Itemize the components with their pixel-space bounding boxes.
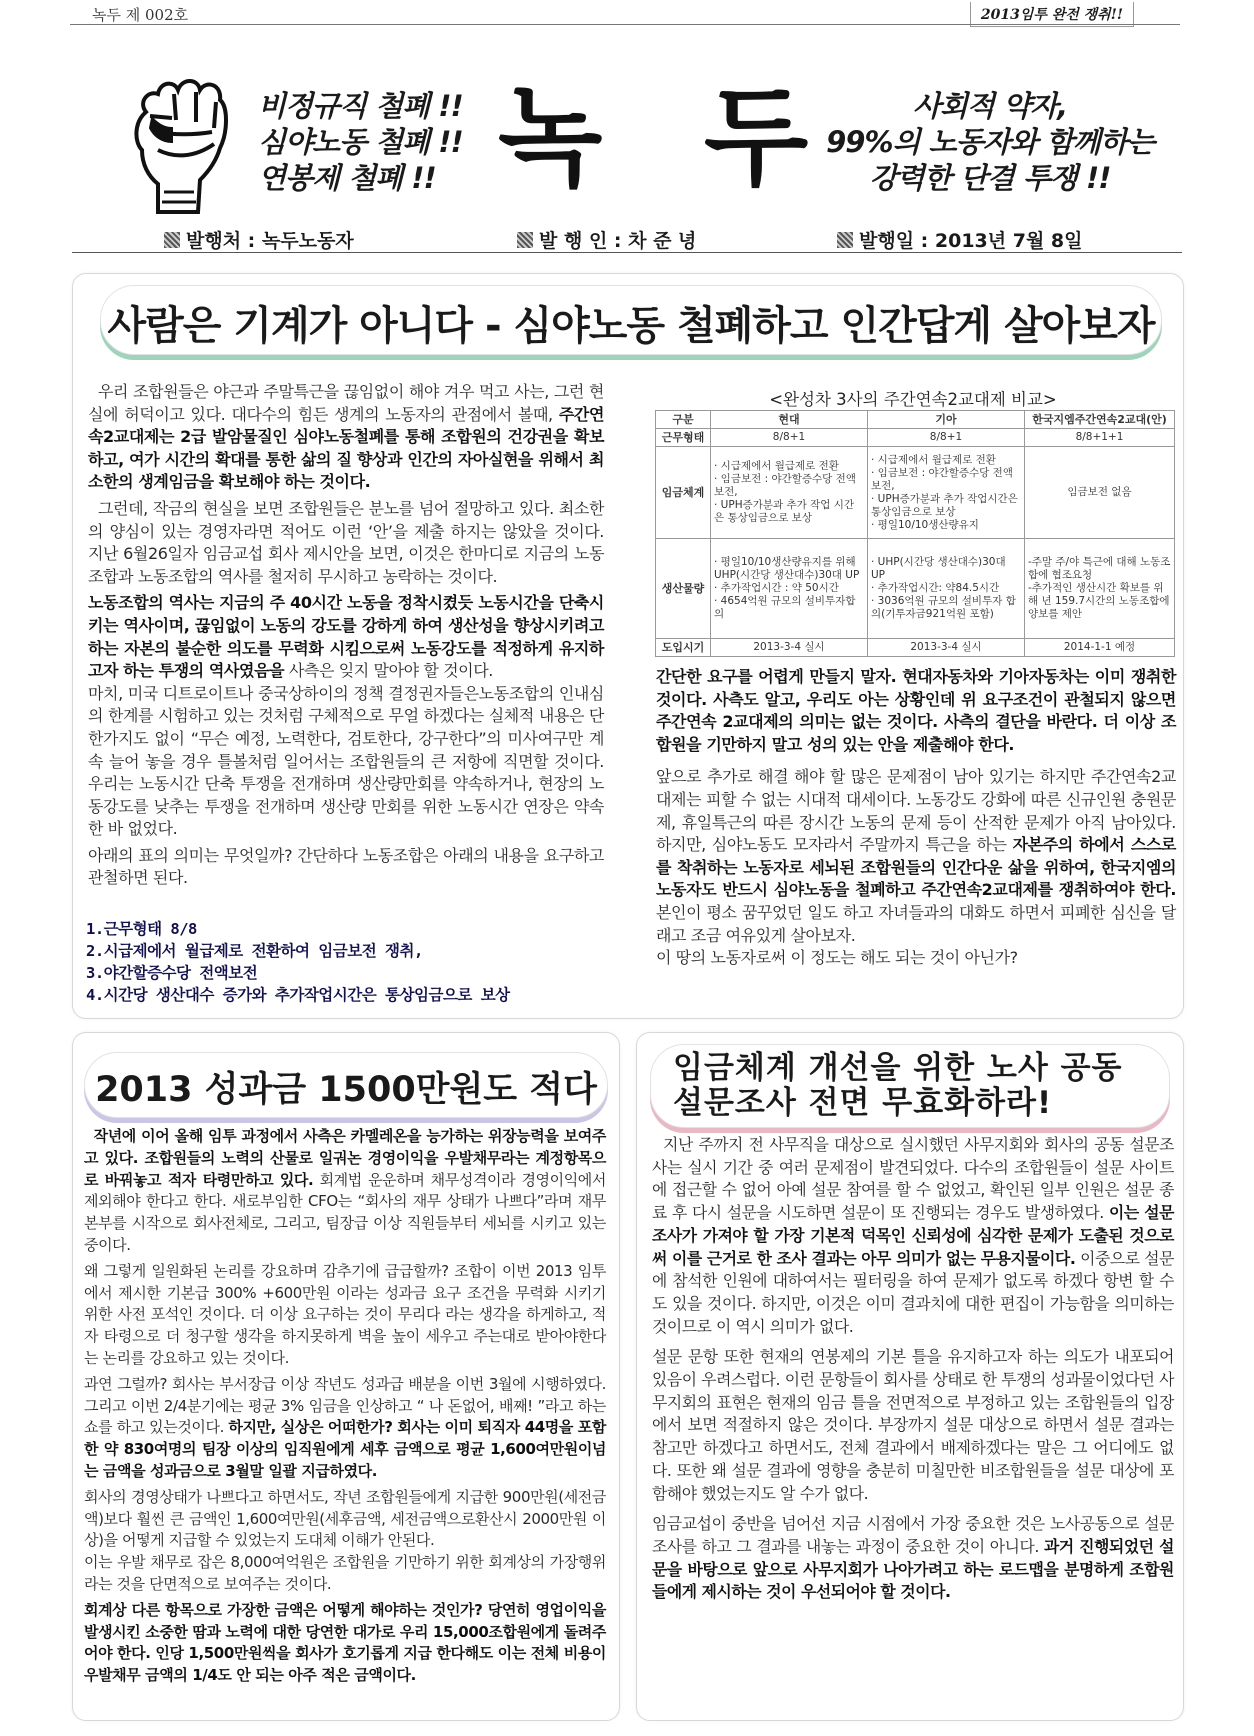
issuer-info [517,226,696,253]
cell-line: · 시급제에서 월급제로 전환 [714,460,839,472]
table-row [656,429,1175,447]
publisher-info [164,226,354,253]
text-run: 이는 우발 채무로 잡은 8,000여억원은 조합원을 기만하기 위한 회계상의 가장행위 라는 것을 단면적으로 보여주는 것이다. [84,1553,606,1593]
slogan-line: 사회적 약자, [912,89,1068,123]
issue-number: 녹두 제 002호 [92,6,189,24]
list-item: 1.근무형태 8/8 [86,920,197,938]
article-survey-body [652,1134,1174,1608]
headline-banner-survey [650,1044,1170,1128]
paragraph [652,1513,1174,1604]
table-cell [711,447,868,539]
table-row [656,447,1175,539]
publication-info-bar [72,226,1182,253]
row-label: 임금체계 [656,447,711,539]
cell-line: · 평일10/10생산량유지를 위해 UHP(시간당 생산대수)30대 UP [714,556,860,581]
slogan-line: 연봉제 철폐 !! [258,161,436,195]
table-cell: 2013-3-4 실시 [711,639,868,657]
table-header-row [656,411,1175,429]
text-run: 이중으로 설문에 참석한 인원에 대하여서는 필터링을 하여 문제가 없도록 하겠다 항변 할 수도 있을 것이다. 하지만, 이것은 이미 결과치에 대한 편집이 가능함을 의미하는 것이므로 이 역시 의미가 없다. [652,1248,1174,1336]
bullet-square-icon [164,232,180,248]
table-cell [711,539,868,639]
table-cell: 2013-3-4 실시 [868,639,1025,657]
table-cell [868,539,1025,639]
paragraph [652,1346,1174,1505]
headline-line: 설문조사 전면 무효화하라! [673,1085,1053,1121]
headline-banner-main [100,285,1162,355]
row-label: 근무형태 [656,429,711,447]
raised-fist-icon [128,72,234,214]
newspaper-title: 녹 두 [498,76,841,201]
headline-main: 사람은 기계가 아니다 - 심야노동 철폐하고 인간답게 살아보자 [107,303,1155,349]
paragraph [84,1126,606,1257]
paragraph [88,683,604,841]
article-main-right-column [656,666,1176,974]
date-info [837,226,1083,253]
cell-line: -추가적인 생산시간 확보를 위해 년 159.7시간의 노동조합에 양보를 제안 [1028,582,1170,620]
cell-line: · 평일10/10생산량유지 [871,518,979,531]
cell-line: · 4654억원 규모의 설비투자합의 [714,595,856,620]
campaign-slogan: 2013임투 완전 쟁취!! [970,2,1134,27]
cell-line: · 시급제에서 월급제로 전환 [871,453,996,466]
paragraph [656,666,1176,756]
text-run: 마치, 미국 디트로이트나 중국상하이의 정책 결정권자들은노동조합의 인내심의 한계를 시험하고 있는 것처럼 구체적으로 무얼 하겠다는 실체적 내용은 단 한가지도 없이 “무슨 예정, 노력한다, 검토한다, 강구한다”의 미사여구만 계속 늘어 놓을 경우 틀볼처럼 일어서는 조합원들의 큰 저항에 직면할 것이다. 우리는 노동시간 단축 투쟁을 전개하며 생산량만회를 약속하거나, 현장의 노동강도를 낮추는 투쟁을 전개하며 생산량 만회를 위한 노동시간 연장은 약속한 바 없었다. [88,683,604,839]
article-main-left-column [88,381,604,894]
text-run: 이 땅의 노동자로써 이 정도는 해도 되는 것이 아닌가? [656,948,1018,968]
table-row [656,639,1175,657]
issuer-text: 발 행 인 : 차 준 녕 [539,230,697,252]
bullet-square-icon [517,232,533,248]
bold-text-run: 작년에 이어 올해 임투 과정에서 사측은 카멜레온을 능가하는 위장능력을 보여주고 있다. 조합원들의 노력의 산물로 일궈논 경영이익을 우발채무라는 계정항목으로 바꿔놓고 적자 타령만하고 있다. [84,1127,606,1189]
table-cell [1025,539,1175,639]
headline-line: 임금체계 개선을 위한 노사 공동 [673,1050,1123,1086]
bullet-square-icon [837,232,853,248]
cell-line: · 추가작업시간 : 약 50시간 [714,582,839,594]
text-run: 앞으로 추가로 해결 해야 할 많은 문제점이 남아 있기는 하지만 주간연속2교대제는 피할 수 없는 시대적 대세이다. 노동강도 강화에 따른 신규인원 충원문제, 휴일특근의 따른 장시간 노동의 문제 등이 산적한 문제가 아직 남아있다. 하지만, 심야노동도 모자라서 주말까지 특근을 하는 [656,767,1176,855]
headline-bonus: 2013 성과금 1500만원도 적다 [95,1070,597,1110]
text-run: 왜 그렇게 일원화된 논리를 강요하며 감추기에 급급할까? 조합이 이번 2013 임투에서 제시한 기본급 300% +600만원 이라는 성과금 요구 조건을 무력화 시키기 위한 사전 포석인 것이다. 더 이상 요구하는 것이 무리다 라는 생각을 하게하고, 적자 타령으로 더 청구할 생각을 하지못하게 벽을 높이 세우고 주는대로 받아야한다는 논리를 강요하고 있는 것이다. [84,1261,606,1367]
cell-line: · UHP(시간당 생산대수)30대 UP [871,556,1006,581]
publisher-text: 발행처 : 녹두노동자 [186,230,354,252]
date-text: 발행일 : 2013년 7월 8일 [859,230,1083,252]
text-run: 회계법 운운하며 채무성격이라 경영이익에서 제외해야 한다고 한다. 새로부임한 CFO는 “회사의 재무 상태가 나쁘다”라며 재무본부를 시작으로 회사전체로, 그리고, 팀장급 이상 직원들부터 세뇌를 시키고 있는중이다. [84,1170,606,1254]
paragraph [84,1600,606,1687]
slogan-line: 강력한 단결 투쟁 !! [869,161,1111,195]
paragraph [84,1261,606,1370]
cell-line: · UPH증가분과 추가 작업 시간은 통상임금으로 보상 [714,499,855,524]
cell-line: · UPH증가분과 추가 작업시간은 통상임금으로 보상 [871,492,1018,518]
slogans-left [258,88,463,196]
paragraph [88,498,604,588]
table-header-cell: 기아 [868,411,1025,429]
bold-text-run: 하지만, 실상은 어떠한가? 회사는 이미 퇴직자 44명을 포함한 약 830여명의 팀장 이상의 임직원에게 세후 금액으로 평균 1,600여만원이넘는 금액을 성과금으로 3월말 일괄 지급하였다. [84,1418,606,1480]
text-run: 본인이 평소 꿈꾸었던 일도 하고 자녀들과의 대화도 하면서 피폐한 심신을 달래고 조금 여유있게 살아보자. [656,902,1176,945]
table-cell: 8/8+1+1 [1025,429,1175,447]
bold-text-run: 과거 진행되었던 설문을 바탕으로 앞으로 사무지회가 나아가려고 하는 로드맵을 분명하게 조합원들에게 제시하는 것이 우선되어야 할 것이다. [652,1536,1175,1602]
article-bonus-body [84,1126,606,1691]
paragraph [656,947,1176,970]
paragraph [84,1374,606,1483]
paragraph [84,1552,606,1596]
bold-text-run: 주간연속2교대제는 2급 발암물질인 심야노동철폐를 통해 조합원의 건강권을 확보하고, 여가 시간의 확대를 통한 삶의 질 향상과 인간의 자아실현을 위해서 최소한의 생계임금을 확보해야 하는 것이다. [88,404,604,492]
table-header-cell: 한국지엠주간연속2교대(안) [1025,411,1175,429]
text-run: 지난 주까지 전 사무직을 대상으로 실시했던 사무지회와 회사의 공동 설문조사는 실시 기간 중 여러 문제점이 발견되었다. 다수의 조합원들이 설문 사이트에 접근할 수 없어 아예 설문 참여를 할 수 없었고, 확인된 일부 인원은 설문 종료 후 다시 설문을 시도하면 설문이 또 진행되는 경우도 발생하였다. [652,1135,1174,1223]
table-row [656,539,1175,639]
text-run: 과연 그럴까? 회사는 부서장급 이상 작년도 성과급 배분을 이번 3월에 시행하였다. 그리고 이번 2/4분기에는 평균 3% 임금을 인상하고 “ 나 돈없어, 배째! ”라고 하는 쇼를 하고 있는것이다. [84,1374,606,1437]
row-label: 도입시기 [656,639,711,657]
list-item: 2.시급제에서 월급제로 전환하여 임금보전 쟁취, [86,942,423,960]
table-cell [868,447,1025,539]
paragraph [652,1134,1174,1338]
table-cell: 2014-1-1 예정 [1025,639,1175,657]
paragraph [88,381,604,494]
bold-text-run: 이는 설문 조사가 가져야 할 가장 기본적 덕목인 신뢰성에 심각한 문제가 도출된 것으로써 이를 근거로 한 조사 결과는 아무 의미가 없는 무용지물이다. [652,1203,1174,1268]
cell-line: · 임금보전 : 야간할증수당 전액보전, [871,466,1013,492]
paragraph [88,592,604,682]
table-cell: 8/8+1 [868,429,1025,447]
text-run: 사측은 잊지 말아야 할 것이다. [284,661,493,681]
bold-text-run: 회계상 다른 항목으로 가장한 금액은 어떻게 해야하는 것인가? 당연히 영업이익을 발생시킨 소중한 땀과 노력에 대한 당연한 대가로 우리 15,000조합원에게 돌려주어야 한다. 인당 1,500만원씩을 회사가 호기롭게 지급 한다해도 이는 전체 비용이 우발채무 금액의 1/4도 안 되는 아주 적은 금액이다. [84,1600,606,1685]
table-cell: 8/8+1 [711,429,868,447]
row-label: 생산물량 [656,539,711,639]
bold-text-run: 간단한 요구를 어렵게 만들지 말자. 현대자동차와 기아자동차는 이미 쟁취한 것이다. 사측도 알고, 우리도 아는 상황인데 위 요구조건이 관철되지 않으면 주간연속 2교대제의 의미는 없는 것이다. 사측의 결단을 바란다. 더 이상 조합원을 기만하지 말고 성의 있는 안을 제출해야 한다. [656,667,1176,754]
bold-text-run: 노동조합의 역사는 지금의 주 40시간 노동을 정착시켰듯 노동시간을 단축시키는 역사이며, 끊임없이 노동의 강도를 강하게 하여 생산성을 향상시키려고 하는 자본의 불순한 의도를 무력화 시킴으로써 노동강도를 적정하게 유지하고자 하는 투쟁의 역사였음을 [88,593,604,681]
comparison-table [655,410,1175,657]
bold-text-run: 자본주의 하에서 스스로를 착취하는 노동자로 세뇌된 조합원들의 인간다운 삶을 위하여, 한국지엠의 노동자도 반드시 심야노동을 철폐하고 주간연속2교대제를 쟁취하여야 한다. [656,835,1176,900]
demand-list [86,918,606,1006]
text-run: 임금교섭이 중반을 넘어선 지금 시점에서 가장 중요한 것은 노사공동으로 설문조사를 하고 그 결과를 내놓는 과정이 중요한 것이 아니다. [652,1514,1174,1556]
slogan-line: 심야노동 철폐 !! [258,125,463,159]
text-run: 설문 문항 또한 현재의 연봉제의 기본 틀을 유지하고자 하는 의도가 내포되어 있음이 우려스럽다. 이런 문항들이 회사를 상태로 한 투쟁의 성과물이었다던 사무지회의 표현은 현재의 임금 틀을 전면적으로 부정하고 있는 조합원들의 입장에서 보면 적절하지 않은 것이다. 부장까지 설문 대상으로 하면서 설문 결과는 참고만 하겠다고 하면서도, 전체 결과에서 배제하겠다는 말은 그 어디에도 없다. 또한 왜 설문 결과에 영향을 충분히 미칠만한 비조합원들을 설문 대상에 포함해야 했었는지도 알 수가 없다. [652,1347,1174,1503]
table-header-cell: 현대 [711,411,868,429]
cell-line: · 3036억원 규모의 설비투자 합의(기투자금921억원 포함) [871,595,1016,620]
slogan-line: 99%의 노동자와 함께하는 [826,125,1154,159]
list-item: 4.시간당 생산대수 증가와 추가작업시간은 통상임금으로 보상 [86,986,510,1004]
text-run: 회사의 경영상태가 나쁘다고 하면서도, 작년 조합원들에게 지급한 900만원(세전금액)보다 훨씬 큰 금액인 1,600여만원(세후금액, 세전금액으로환산시 2000만원 이상)을 어떻게 지급할 수 있었는지 도대체 이해가 안된다. [84,1487,606,1550]
table-cell: 임금보전 없음 [1025,447,1175,539]
table-title: <완성차 3사의 주간연속2교대제 비교> [769,390,1057,409]
paragraph [88,845,604,890]
cell-line: -주말 주/야 특근에 대해 노동조합에 협조요청 [1028,556,1171,581]
cell-line: · 추가작업시간: 약84.5시간 [871,582,1000,594]
text-run: 우리 조합원들은 야근과 주말특근을 끊임없이 해야 겨우 먹고 사는, 그런 현실에 허덕이고 있다. 대다수의 힘든 생계의 노동자의 관점에서 볼때, [88,382,604,424]
top-divider [70,24,1180,25]
headline-survey [673,1051,1122,1121]
paragraph [84,1487,606,1552]
text-run: 그런데, 작금의 현실을 보면 조합원들은 분노를 넘어 절망하고 있다. 최소한의 양심이 있는 경영자라면 적어도 이런 ‘안’을 제출 하지는 않았을 것이다. 지난 6월26일자 임금교섭 회사 제시안을 보면, 이것은 한마디로 지금의 노동조합과 노동조합의 역사를 철저히 무시하고 농락하는 것이다. [88,498,605,586]
cell-line: · 임금보전 : 야간할증수당 전액보전, [714,473,856,498]
headline-banner-bonus [84,1052,608,1118]
list-item: 3.야간할증수당 전액보전 [86,964,258,982]
paragraph [656,766,1176,947]
slogans-right [820,88,1160,196]
table-header-cell: 구분 [656,411,711,429]
text-run: 아래의 표의 의미는 무엇일까? 간단하다 노동조합은 아래의 내용을 요구하고 관철하면 된다. [88,845,604,888]
slogan-line: 비정규직 철폐 !! [258,89,463,123]
